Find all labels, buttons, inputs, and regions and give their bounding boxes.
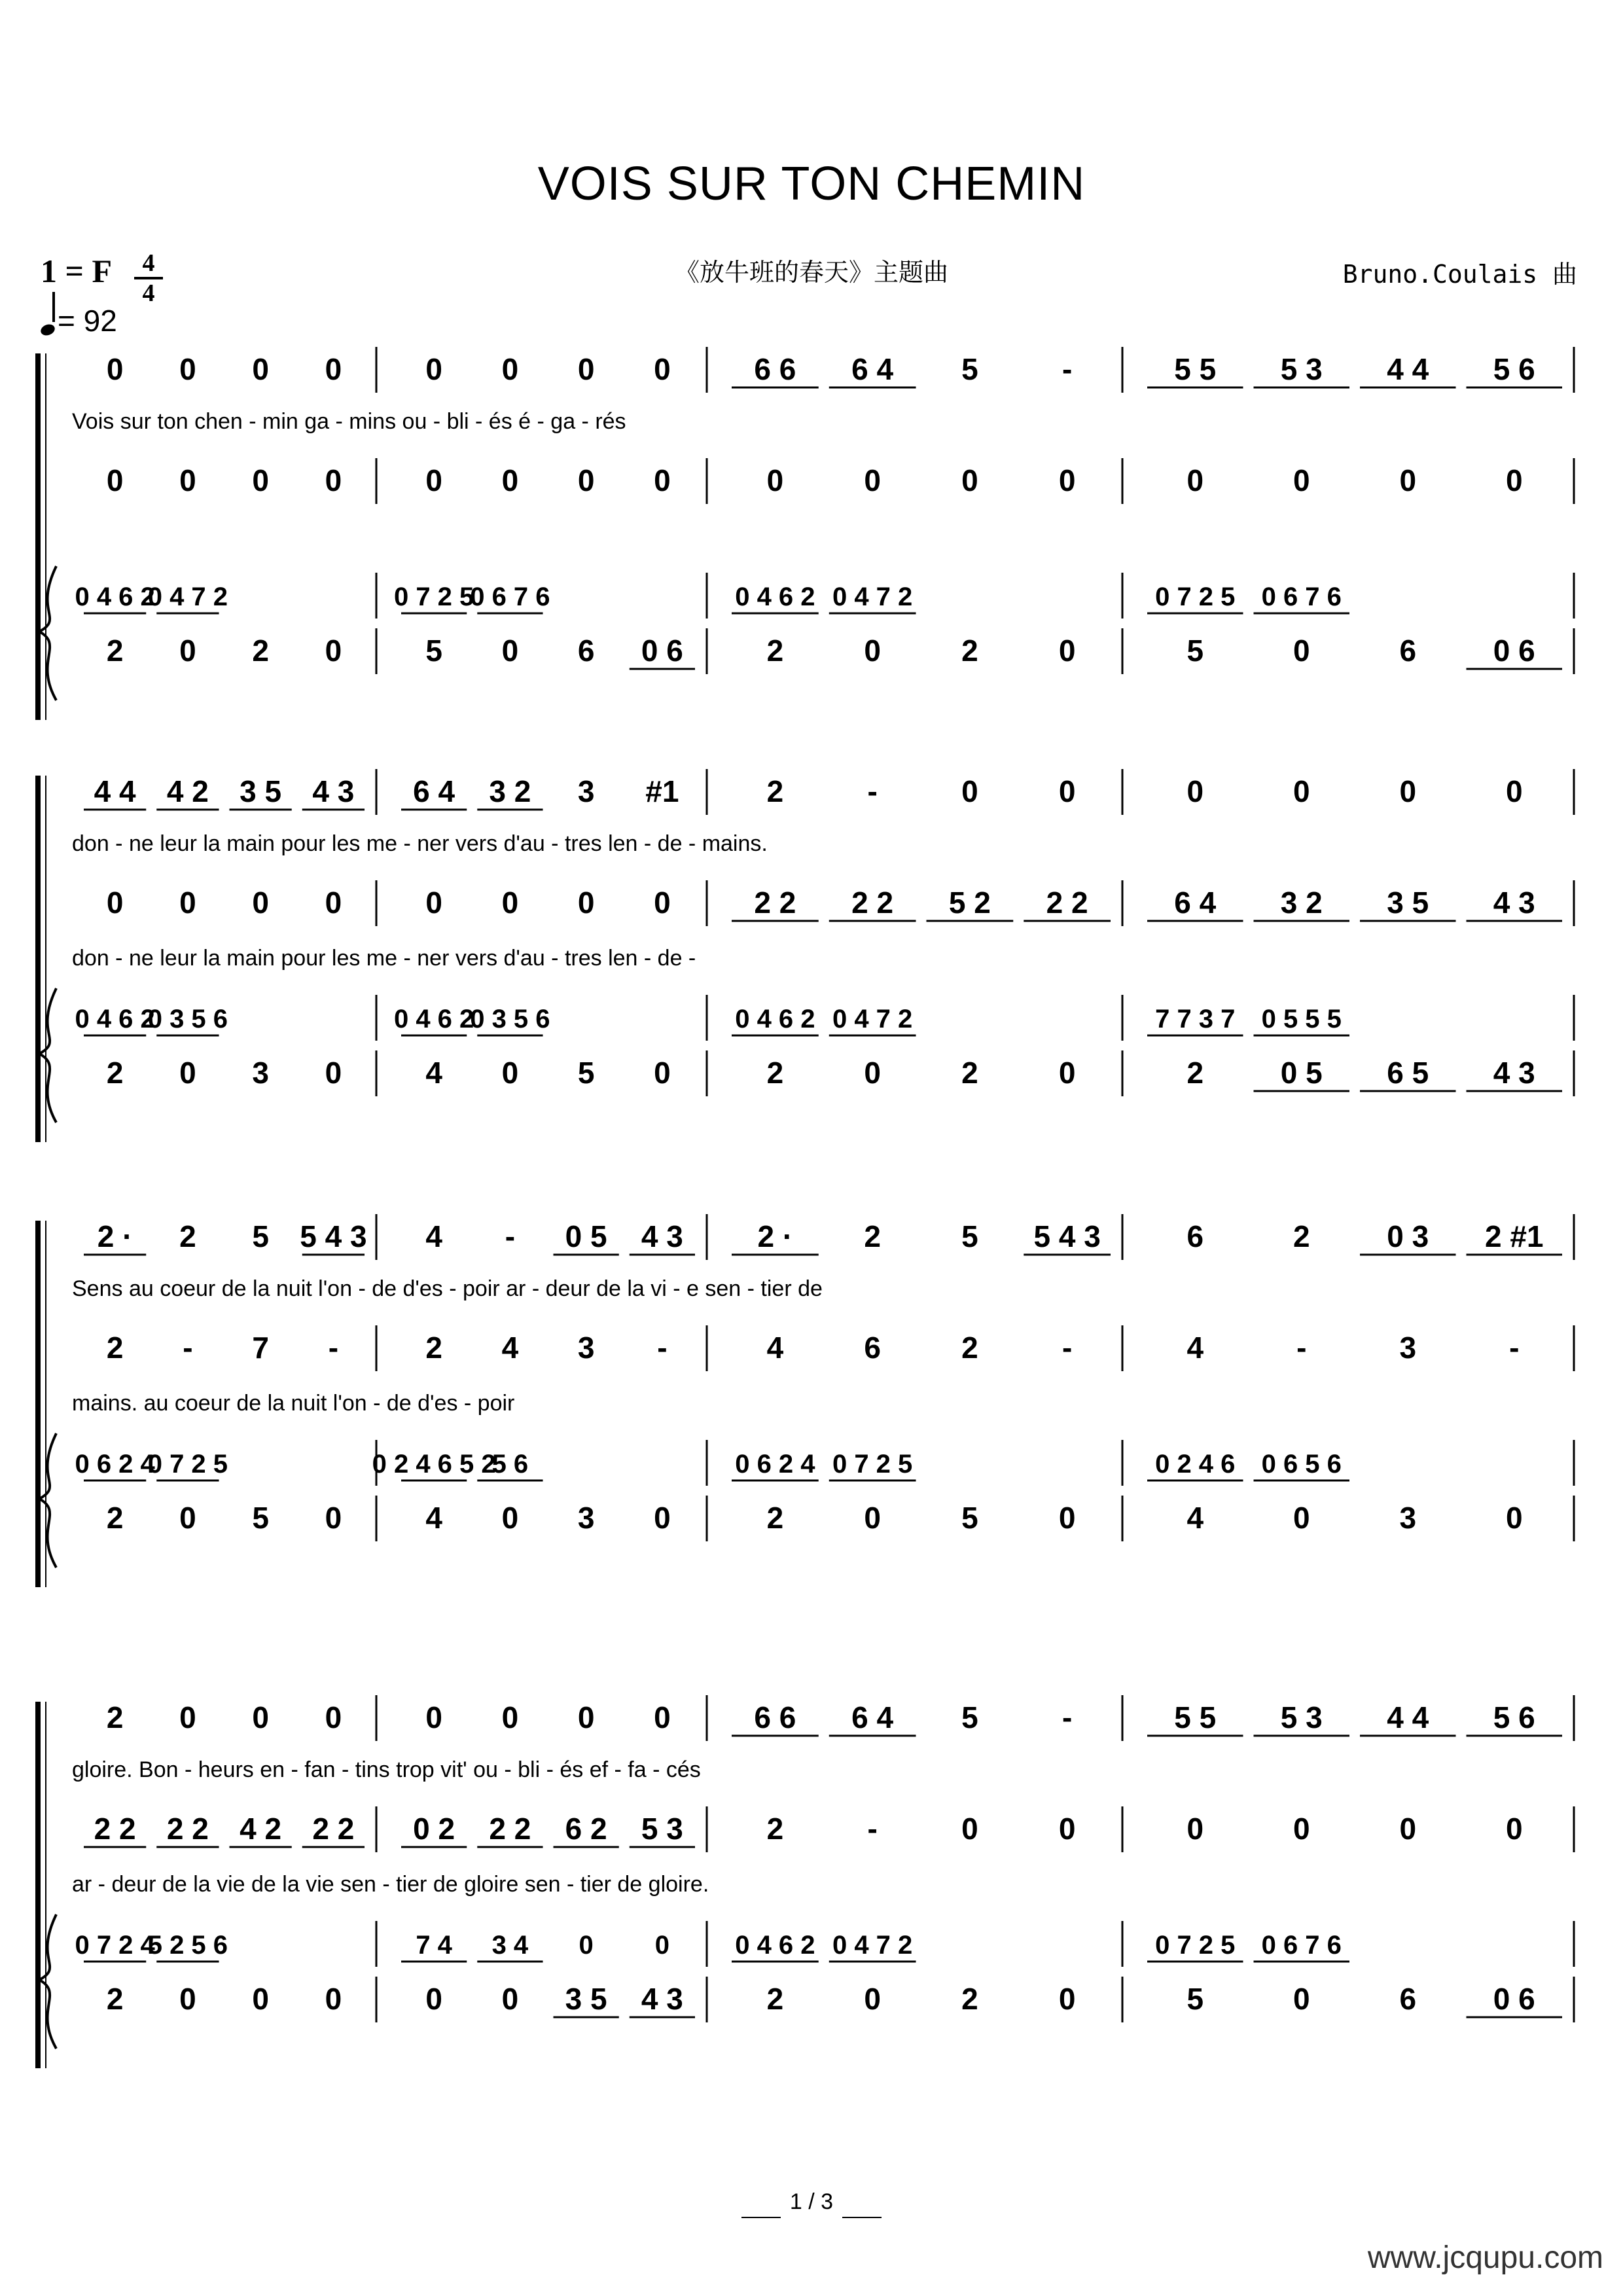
note-v1: 4 4 <box>1387 352 1429 386</box>
note-lh: 6 <box>1399 1982 1417 2016</box>
note-lh: 2 <box>766 1982 784 2016</box>
note-rh: 0 5 5 5 <box>1261 1005 1342 1033</box>
note-rh: 0 7 2 4 <box>75 1931 155 1960</box>
note-v1: 0 <box>1186 774 1204 808</box>
note-lh: 0 <box>864 1056 881 1090</box>
note-rh: 0 3 5 6 <box>470 1005 550 1033</box>
note-lh: 0 <box>654 1056 671 1090</box>
note-rh: 5 6 <box>491 1450 529 1479</box>
note-lh: 2 <box>766 1056 784 1090</box>
note-lh: 0 <box>325 1501 342 1535</box>
note-lh: 0 <box>501 634 519 668</box>
note-v1: 5 <box>961 1700 978 1734</box>
note-v1: 0 <box>325 352 342 386</box>
note-v1: 0 <box>501 1700 519 1734</box>
note-v1: 5 <box>961 352 978 386</box>
note-lh: 2 <box>766 1501 784 1535</box>
note-v2: 0 <box>961 463 978 497</box>
note-v2: 3 <box>577 1331 595 1365</box>
piano-brace <box>39 1914 56 2049</box>
note-v1: 2 <box>864 1219 881 1253</box>
note-v2: 0 <box>864 463 881 497</box>
note-v1: 2 · <box>97 1219 133 1253</box>
key-signature: 1 = F <box>41 253 113 289</box>
note-v2: - <box>1061 1331 1073 1365</box>
note-v1: 0 <box>179 1700 196 1734</box>
note-v2: 0 <box>1293 1812 1310 1846</box>
note-v1: 6 <box>1186 1219 1204 1253</box>
note-v1: 0 <box>252 1700 269 1734</box>
note-v1: 5 <box>252 1219 269 1253</box>
note-v2: 0 <box>179 463 196 497</box>
note-lh: 2 <box>766 634 784 668</box>
note-v2: 0 <box>425 463 442 497</box>
note-v1: 4 3 <box>312 774 355 808</box>
note-lh: 3 5 <box>565 1982 607 2016</box>
note-v1: 0 <box>961 774 978 808</box>
note-v2: 6 <box>864 1331 881 1365</box>
note-rh: 0 7 2 5 <box>832 1450 913 1479</box>
composer: Bruno.Coulais 曲 <box>1342 260 1577 289</box>
note-v2: 6 4 <box>1174 886 1217 920</box>
note-v1: 0 <box>654 352 671 386</box>
note-lh: 2 <box>961 1982 978 2016</box>
note-v2: 0 <box>1505 1812 1523 1846</box>
page-footer <box>0 2189 1623 2218</box>
note-v1: 5 5 <box>1174 352 1217 386</box>
note-lh: 0 <box>501 1501 519 1535</box>
note-lh: 2 <box>106 1982 124 2016</box>
note-v2: 0 <box>106 886 124 920</box>
page-number: 1 / 3 <box>789 2189 834 2214</box>
note-lh: 4 <box>425 1056 442 1090</box>
page-title: VOIS SUR TON CHEMIN <box>537 158 1086 210</box>
note-v2: 2 <box>961 1331 978 1365</box>
note-lh: 5 <box>252 1501 269 1535</box>
note-v2: - <box>1296 1331 1307 1365</box>
note-lh: 0 <box>1058 1501 1076 1535</box>
note-v2: 5 3 <box>641 1812 683 1846</box>
note-rh: 0 4 6 2 <box>75 583 155 611</box>
note-rh: 7 4 <box>416 1931 452 1960</box>
note-v2: 2 <box>425 1331 442 1365</box>
note-v2: 2 2 <box>489 1812 531 1846</box>
note-lh: 0 <box>864 1501 881 1535</box>
note-v1: 0 3 <box>1387 1219 1429 1253</box>
note-lh: 4 <box>425 1501 442 1535</box>
note-rh: 0 6 2 4 <box>75 1450 155 1479</box>
note-v1: 0 <box>577 1700 595 1734</box>
note-lh: 0 <box>179 1056 196 1090</box>
note-rh: 0 7 2 5 <box>393 583 474 611</box>
note-v2: 0 <box>1505 463 1523 497</box>
note-v2: 2 2 <box>94 1812 136 1846</box>
note-v1: 4 3 <box>641 1219 683 1253</box>
note-v2: 2 2 <box>754 886 796 920</box>
note-rh: 7 7 3 7 <box>1155 1005 1236 1033</box>
note-rh: 0 6 5 6 <box>1261 1450 1342 1479</box>
note-lh: 6 <box>577 634 595 668</box>
note-rh: 3 4 <box>491 1931 529 1960</box>
note-rh: 0 4 6 2 <box>393 1005 474 1033</box>
note-v1: 0 <box>425 352 442 386</box>
note-rh: 0 3 5 6 <box>147 1005 228 1033</box>
lyrics-line-1: Sens au coeur de la nuit l'on - de d'es - poir ar - deur de la vi - e sen - tier de <box>72 1276 823 1301</box>
note-v2: 0 <box>501 886 519 920</box>
note-v1: 2 <box>179 1219 196 1253</box>
note-v1: 0 <box>325 1700 342 1734</box>
note-lh: 2 <box>252 634 269 668</box>
note-lh: 0 <box>252 1982 269 2016</box>
note-v1: 3 5 <box>240 774 282 808</box>
note-v1: 0 <box>179 352 196 386</box>
note-rh: 0 7 2 5 <box>147 1450 228 1479</box>
note-lh: 0 6 <box>1493 634 1535 668</box>
piano-brace <box>39 988 56 1122</box>
time-signature-top: 4 <box>142 249 155 277</box>
note-v2: 0 <box>501 463 519 497</box>
note-v2: 0 <box>179 886 196 920</box>
note-lh: 3 <box>252 1056 269 1090</box>
note-v2: 2 2 <box>1046 886 1088 920</box>
note-rh: 5 2 5 6 <box>147 1931 228 1960</box>
note-v1: 4 4 <box>1387 1700 1429 1734</box>
note-v2: - <box>183 1331 193 1365</box>
note-v1: #1 <box>645 774 679 808</box>
note-v1: 2 <box>106 1700 124 1734</box>
note-lh: 0 6 <box>641 634 683 668</box>
note-lh: 2 <box>106 1501 124 1535</box>
note-lh: 0 <box>1058 634 1076 668</box>
note-lh: 5 <box>1186 634 1204 668</box>
note-lh: 0 6 <box>1493 1982 1535 2016</box>
note-lh: 0 <box>179 1501 196 1535</box>
note-lh: 2 <box>961 1056 978 1090</box>
note-rh: 0 <box>654 1931 669 1960</box>
note-lh: 3 <box>1399 1501 1417 1535</box>
note-v1: 0 <box>654 1700 671 1734</box>
note-lh: 2 <box>106 634 124 668</box>
note-v2: - <box>657 1331 668 1365</box>
note-v2: 0 <box>1399 463 1417 497</box>
note-rh: 0 2 4 6 <box>1155 1450 1236 1479</box>
note-v2: 4 3 <box>1493 886 1535 920</box>
note-v2: - <box>328 1331 339 1365</box>
note-lh: 2 <box>1186 1056 1204 1090</box>
note-v1: 5 4 3 <box>1033 1219 1101 1253</box>
note-rh: 0 4 7 2 <box>832 583 913 611</box>
note-v2: 2 <box>106 1331 124 1365</box>
note-v1: 0 <box>1058 774 1076 808</box>
note-v2: 0 <box>1186 1812 1204 1846</box>
note-rh: 0 6 2 4 <box>735 1450 815 1479</box>
note-lh: 0 <box>864 1982 881 2016</box>
note-v2: 2 <box>766 1812 784 1846</box>
note-v1: 5 4 3 <box>300 1219 367 1253</box>
note-v1: 0 <box>1399 774 1417 808</box>
note-v2: 3 5 <box>1387 886 1429 920</box>
note-v1: 6 6 <box>754 352 796 386</box>
note-rh: 0 4 7 2 <box>147 583 228 611</box>
note-v2: 0 <box>654 886 671 920</box>
note-lh: 0 <box>179 634 196 668</box>
note-lh: 0 <box>501 1056 519 1090</box>
time-signature-bottom: 4 <box>142 279 155 307</box>
note-v2: 4 <box>1186 1331 1204 1365</box>
note-rh: 0 7 2 5 <box>1155 583 1236 611</box>
note-v1: 4 4 <box>94 774 136 808</box>
note-lh: 0 5 <box>1280 1056 1323 1090</box>
note-v2: 7 <box>252 1331 269 1365</box>
note-v1: 6 4 <box>851 1700 894 1734</box>
tempo-value: = 92 <box>58 304 117 338</box>
note-rh: 0 7 2 5 <box>1155 1931 1236 1960</box>
piano-brace <box>39 1433 56 1568</box>
subtitle: 《放牛班的春天》主题曲 <box>674 258 948 287</box>
note-lh: 6 <box>1399 634 1417 668</box>
note-v2: 0 <box>425 886 442 920</box>
note-v2: 2 2 <box>851 886 894 920</box>
note-lh: 0 <box>325 1982 342 2016</box>
piano-brace <box>39 566 56 700</box>
note-v1: 0 <box>425 1700 442 1734</box>
note-v1: 2 #1 <box>1484 1219 1544 1253</box>
note-v1: 0 <box>577 352 595 386</box>
note-lh: 0 <box>1293 1982 1310 2016</box>
note-lh: 0 <box>325 1056 342 1090</box>
note-rh: 0 4 6 2 <box>75 1005 155 1033</box>
note-v1: 3 2 <box>489 774 531 808</box>
note-v1: 5 <box>961 1219 978 1253</box>
note-lh: 0 <box>501 1982 519 2016</box>
note-v1: - <box>867 774 878 808</box>
lyrics-line-1: Vois sur ton chen - min ga - mins ou - bli - és é - ga - rés <box>72 409 626 434</box>
note-lh: 0 <box>1293 1501 1310 1535</box>
note-rh: 0 4 7 2 <box>832 1005 913 1033</box>
note-v2: 2 2 <box>312 1812 355 1846</box>
note-lh: 5 <box>961 1501 978 1535</box>
note-v1: 0 <box>106 352 124 386</box>
note-rh: 0 6 7 6 <box>1261 1931 1342 1960</box>
note-v1: 0 <box>252 352 269 386</box>
note-v1: - <box>505 1219 516 1253</box>
note-rh: 0 <box>579 1931 594 1960</box>
note-lh: 0 <box>1058 1982 1076 2016</box>
note-lh: 0 <box>325 634 342 668</box>
note-lh: 0 <box>1058 1056 1076 1090</box>
note-v1: 2 <box>766 774 784 808</box>
note-v1: 5 6 <box>1493 1700 1535 1734</box>
note-lh: 0 <box>864 634 881 668</box>
note-lh: 4 <box>1186 1501 1204 1535</box>
note-lh: 0 <box>179 1982 196 2016</box>
note-v2: 3 2 <box>1280 886 1323 920</box>
lyrics-line-2: don - ne leur la main pour les me - ner vers d'au - tres len - de - <box>72 946 696 971</box>
note-lh: 2 <box>961 634 978 668</box>
note-v2: 5 2 <box>948 886 991 920</box>
note-v1: 3 <box>577 774 595 808</box>
note-v2: 0 <box>106 463 124 497</box>
note-rh: 0 6 7 6 <box>470 583 550 611</box>
note-v1: 6 6 <box>754 1700 796 1734</box>
note-v1: 2 <box>1293 1219 1310 1253</box>
lyrics-line-2: mains. au coeur de la nuit l'on - de d'es - poir <box>72 1391 515 1416</box>
note-v2: 2 2 <box>166 1812 209 1846</box>
note-v1: 0 5 <box>565 1219 607 1253</box>
note-lh: 3 <box>577 1501 595 1535</box>
note-v2: 0 <box>252 886 269 920</box>
note-rh: 0 4 7 2 <box>832 1931 913 1960</box>
lyrics-line-2: ar - deur de la vie de la vie sen - tier de gloire sen - tier de gloire. <box>72 1872 709 1897</box>
note-v2: 4 <box>766 1331 784 1365</box>
note-rh: 0 4 6 2 <box>735 583 815 611</box>
note-v1: 6 4 <box>851 352 894 386</box>
note-v2: 0 <box>1399 1812 1417 1846</box>
note-v2: - <box>867 1812 878 1846</box>
note-lh: 4 3 <box>641 1982 683 2016</box>
note-rh: 0 4 6 2 <box>735 1005 815 1033</box>
note-v1: 0 <box>1505 774 1523 808</box>
note-v2: 4 2 <box>240 1812 282 1846</box>
note-lh: 5 <box>1186 1982 1204 2016</box>
note-v2: 3 <box>1399 1331 1417 1365</box>
note-v1: - <box>1061 1700 1073 1734</box>
note-v2: 0 <box>1186 463 1204 497</box>
note-lh: 0 <box>1293 634 1310 668</box>
note-lh: 0 <box>1505 1501 1523 1535</box>
note-v2: 4 <box>501 1331 519 1365</box>
note-v1: 4 <box>425 1219 442 1253</box>
note-v1: 0 <box>501 352 519 386</box>
note-rh: 0 2 4 6 5 2 <box>372 1450 496 1479</box>
note-lh: 4 3 <box>1493 1056 1535 1090</box>
note-v1: 5 3 <box>1280 352 1323 386</box>
note-v1: 5 3 <box>1280 1700 1323 1734</box>
lyrics-line-1: gloire. Bon - heurs en - fan - tins trop vit' ou - bli - és ef - fa - cés <box>72 1757 701 1782</box>
note-v2: - <box>1509 1331 1520 1365</box>
note-lh: 6 5 <box>1387 1056 1429 1090</box>
note-v2: 0 <box>1058 463 1076 497</box>
note-v2: 0 <box>1058 1812 1076 1846</box>
note-v2: 0 <box>577 886 595 920</box>
note-v2: 0 <box>766 463 784 497</box>
note-v2: 6 2 <box>565 1812 607 1846</box>
note-v1: 0 <box>1293 774 1310 808</box>
lyrics-line-1: don - ne leur la main pour les me - ner vers d'au - tres len - de - mains. <box>72 831 768 856</box>
note-lh: 5 <box>577 1056 595 1090</box>
note-lh: 5 <box>425 634 442 668</box>
note-v1: 6 4 <box>413 774 455 808</box>
note-v1: 5 5 <box>1174 1700 1217 1734</box>
note-lh: 0 <box>654 1501 671 1535</box>
note-lh: 0 <box>425 1982 442 2016</box>
watermark: www.jcqupu.com <box>1367 2240 1603 2275</box>
note-v2: 0 <box>654 463 671 497</box>
note-v1: 5 6 <box>1493 352 1535 386</box>
note-v2: 0 <box>1293 463 1310 497</box>
note-v1: 2 · <box>757 1219 793 1253</box>
note-v2: 0 <box>325 886 342 920</box>
note-rh: 0 4 6 2 <box>735 1931 815 1960</box>
note-v2: 0 <box>252 463 269 497</box>
note-v2: 0 <box>961 1812 978 1846</box>
note-v1: - <box>1061 352 1073 386</box>
note-v2: 0 <box>577 463 595 497</box>
note-lh: 2 <box>106 1056 124 1090</box>
note-v1: 4 2 <box>166 774 209 808</box>
note-v2: 0 <box>325 463 342 497</box>
note-rh: 0 6 7 6 <box>1261 583 1342 611</box>
note-v2: 0 2 <box>413 1812 455 1846</box>
